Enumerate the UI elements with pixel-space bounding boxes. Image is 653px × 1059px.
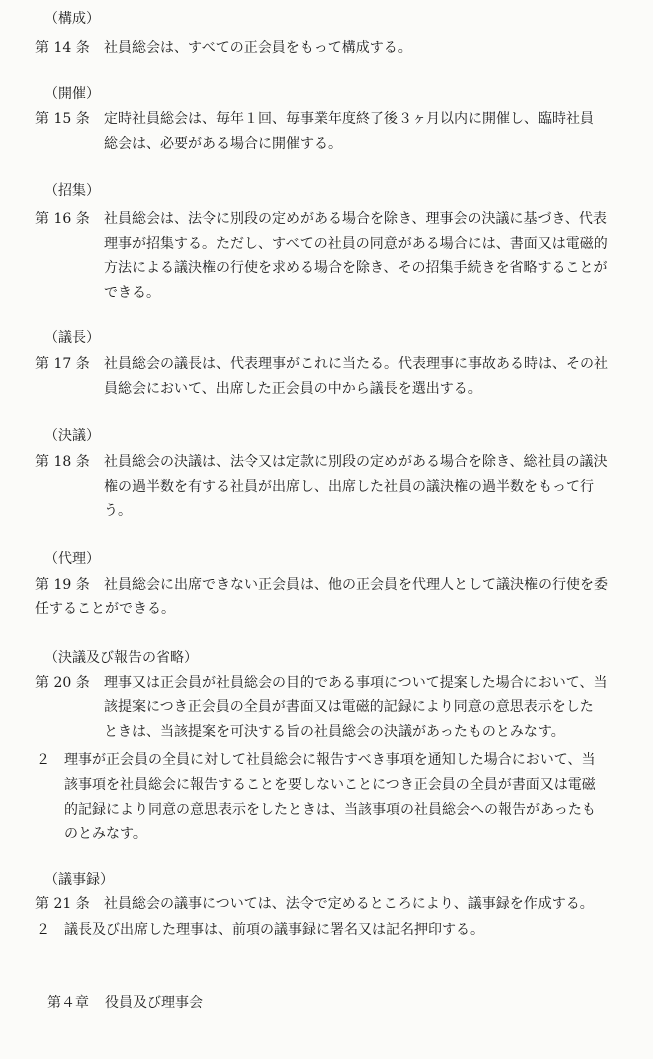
article-18-number: 第 18 条	[35, 454, 90, 470]
article-18-line-2: 権の過半数を有する社員が出席し、出席した社員の議決権の過半数をもって行	[104, 479, 594, 495]
article-20-line-2: 該提案につき正会員の全員が書面又は電磁的記録により同意の意思表示をした	[104, 699, 594, 715]
article-17-line-2: 員総会において、出席した正会員の中から議長を選出する。	[104, 381, 482, 397]
article-16-line-2: 理事が招集する。ただし、すべての社員の同意がある場合には、書面又は電磁的	[104, 236, 608, 252]
article-21-heading: （議事録）	[44, 872, 114, 888]
article-17-heading: （議長）	[44, 330, 100, 346]
article-17-line-1: 社員総会の議長は、代表理事がこれに当たる。代表理事に事故ある時は、その社	[104, 356, 608, 372]
article-16-heading: （招集）	[44, 183, 100, 199]
article-18-line-1: 社員総会の決議は、法令又は定款に別段の定めがある場合を除き、総社員の議決	[104, 454, 608, 470]
article-20-paragraph-2-line-1: 理事が正会員の全員に対して社員総会に報告すべき事項を通知した場合において、当	[64, 752, 596, 768]
article-19-heading: （代理）	[44, 551, 100, 567]
article-21-number: 第 21 条	[35, 896, 90, 912]
article-15-line-1: 定時社員総会は、毎年１回、毎事業年度終了後３ヶ月以内に開催し、臨時社員	[104, 111, 594, 127]
article-20-paragraph-2-number: ２	[36, 752, 50, 768]
article-16-number: 第 16 条	[35, 211, 90, 227]
article-14-number: 第 14 条	[35, 40, 90, 56]
article-21-paragraph-2-number: ２	[36, 922, 50, 938]
article-14-line-1: 社員総会は、すべての正会員をもって構成する。	[104, 40, 412, 56]
chapter-title: 役員及び理事会	[105, 995, 203, 1011]
article-19-line-1: 社員総会に出席できない正会員は、他の正会員を代理人として議決権の行使を委	[104, 577, 608, 593]
article-21-paragraph-2-line-1: 議長及び出席した理事は、前項の議事録に署名又は記名押印する。	[64, 922, 484, 938]
article-15-line-2: 総会は、必要がある場合に開催する。	[104, 136, 342, 152]
article-16-line-4: できる。	[104, 285, 160, 301]
chapter-number: 第４章	[47, 995, 89, 1011]
article-20-line-3: ときは、当該提案を可決する旨の社員総会の決議があったものとみなす。	[104, 724, 565, 740]
article-20-paragraph-2-line-4: のとみなす。	[64, 826, 147, 842]
article-19-line-2: 任することができる。	[35, 601, 175, 617]
article-20-paragraph-2-line-2: 該事項を社員総会に報告することを要しないことにつき正会員の全員が書面又は電磁	[64, 777, 596, 793]
article-20-heading: （決議及び報告の省略）	[44, 650, 198, 666]
article-15-heading: （開催）	[44, 86, 100, 102]
article-20-line-1: 理事又は正会員が社員総会の目的である事項について提案した場合において、当	[104, 675, 608, 691]
article-20-number: 第 20 条	[35, 675, 90, 691]
article-16-line-1: 社員総会は、法令に別段の定めがある場合を除き、理事会の決議に基づき、代表	[104, 211, 607, 227]
article-14-heading: （構成）	[44, 11, 100, 27]
article-18-heading: （決議）	[44, 428, 100, 444]
chapter-heading	[47, 992, 203, 1012]
article-18-line-3: う。	[104, 503, 132, 519]
article-20-paragraph-2-line-3: 的記録により同意の意思表示をしたときは、当該事項の社員総会への報告があったも	[64, 802, 596, 818]
article-19-number: 第 19 条	[35, 577, 90, 593]
article-17-number: 第 17 条	[35, 356, 90, 372]
article-15-number: 第 15 条	[35, 111, 90, 127]
article-21-line-1: 社員総会の議事については、法令で定めるところにより、議事録を作成する。	[104, 896, 594, 912]
article-16-line-3: 方法による議決権の行使を求める場合を除き、その招集手続きを省略することが	[104, 260, 608, 276]
